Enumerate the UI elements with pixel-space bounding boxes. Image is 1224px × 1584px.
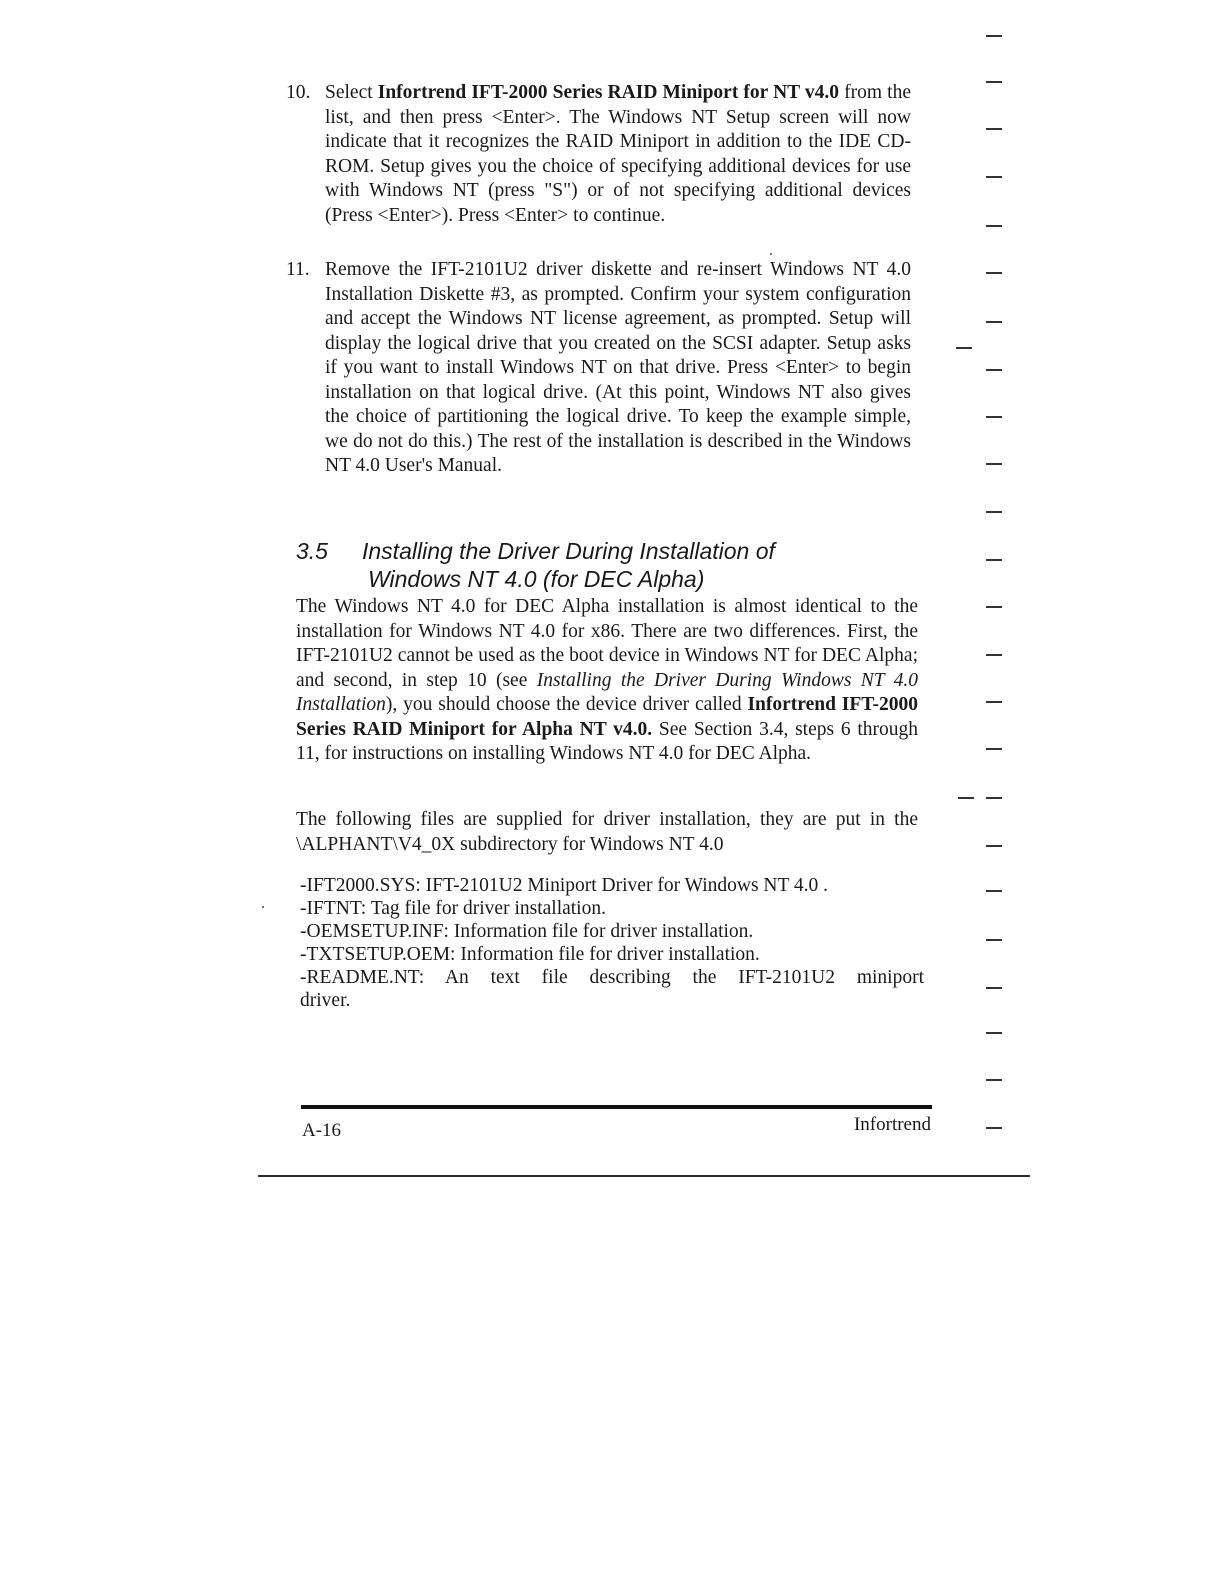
step-number: 10. — [286, 82, 311, 103]
paragraph-run: ), you should choose the device driver called — [385, 694, 748, 715]
margin-tick — [986, 272, 1002, 274]
step-text-run: from the list, and then press <Enter>. The Windows NT Setup screen will now indicate that it recognizes the RAID Miniport in addition to the IDE CD-ROM. Setup gives you the choice of specifying additional devices for use with Windows NT (press "S") or of not specifying additional devices (Press <Enter>). Press <Enter> to continue. — [325, 82, 911, 226]
margin-tick — [986, 321, 1002, 323]
paragraph-dec-alpha-intro — [296, 595, 918, 767]
scan-speck — [262, 906, 264, 908]
scan-edge-line — [258, 1175, 1030, 1177]
paragraph-italic-run: Installing the Driver During Windows NT 4.0 Installation — [296, 669, 918, 715]
margin-tick — [986, 797, 1002, 799]
step-text — [325, 258, 911, 479]
scan-speck — [770, 253, 772, 255]
paragraph-files-intro — [296, 808, 918, 857]
margin-tick — [986, 1127, 1002, 1129]
section-title-line-2: Windows NT 4.0 (for DEC Alpha) — [368, 566, 705, 592]
margin-tick — [986, 1079, 1002, 1081]
margin-tick — [986, 987, 1002, 989]
file-list-item: driver. — [300, 990, 351, 1011]
margin-tick — [986, 845, 1002, 847]
step-11 — [286, 258, 911, 479]
paragraph-run: See Section 3.4, steps 6 through 11, for instructions on installing Windows NT 4.0 for DEC Alpha. — [296, 718, 918, 764]
margin-tick — [986, 511, 1002, 513]
margin-tick — [986, 748, 1002, 750]
paragraph-run: The Windows NT 4.0 for DEC Alpha installation is almost identical to the installation for Windows NT 4.0 for x86. There are two differences. First, the IFT-2101U2 cannot be used as the boot device in Windows NT for DEC Alpha; and second, in step 10 (see — [296, 596, 918, 691]
margin-tick — [986, 35, 1002, 37]
section-number: 3.5 — [296, 538, 328, 564]
margin-tick — [986, 701, 1002, 703]
step-text-bold-run: Infortrend IFT-2000 Series RAID Miniport for NT v4.0 — [377, 82, 840, 103]
footer-rule — [301, 1105, 932, 1109]
section-title-line-1: Installing the Driver During Installation of — [362, 538, 775, 564]
file-list-item: -IFT2000.SYS: IFT-2101U2 Miniport Driver for Windows NT 4.0 . — [300, 875, 829, 896]
paragraph-bold-run: Infortrend IFT-2000 Series RAID Miniport for Alpha NT v4.0. — [296, 694, 919, 740]
margin-tick — [986, 890, 1002, 892]
margin-tick — [986, 81, 1002, 83]
margin-tick — [986, 369, 1002, 371]
margin-tick — [986, 559, 1002, 561]
margin-tick — [986, 1032, 1002, 1034]
margin-tick — [958, 797, 974, 799]
step-number: 11. — [286, 259, 310, 280]
file-list-item: -TXTSETUP.OEM: Information file for driver installation. — [300, 944, 760, 965]
margin-tick — [986, 416, 1002, 418]
file-list-item: -README.NT: An text file describing the IFT-2101U2 miniport — [300, 967, 924, 988]
step-text — [325, 81, 911, 228]
file-list-item: -OEMSETUP.INF: Information file for driver installation. — [300, 921, 754, 942]
step-10 — [286, 81, 911, 228]
margin-tick — [986, 225, 1002, 227]
file-list — [300, 874, 924, 1012]
margin-tick — [956, 347, 972, 349]
margin-tick — [986, 606, 1002, 608]
footer-brand: Infortrend — [853, 1114, 931, 1135]
page-number: A-16 — [302, 1120, 342, 1141]
margin-tick — [986, 176, 1002, 178]
section-heading — [296, 537, 896, 593]
margin-tick — [986, 128, 1002, 130]
margin-tick — [986, 463, 1002, 465]
margin-tick — [986, 654, 1002, 656]
paragraph-run: The following files are supplied for driver installation, they are put in the \ALPHANT\V4_0X subdirectory for Windows NT 4.0 — [296, 809, 918, 855]
margin-tick — [986, 939, 1002, 941]
file-list-item: -IFTNT: Tag file for driver installation. — [300, 898, 606, 919]
step-text-run: Select — [325, 82, 378, 103]
step-text-run: Remove the IFT-2101U2 driver diskette and re-insert Windows NT 4.0 Installation Diskette #3, as prompted. Confirm your system configuration and accept the Windows NT license agreement, as prompted. Setup will display the logical drive that you created on the SCSI adapter. Setup asks if you want to install Windows NT on that drive. Press <Enter> to begin installation on that logical drive. (At this point, Windows NT also gives the choice of partitioning the logical drive. To keep the example simple, we do not do this.) The rest of the installation is described in the Windows NT 4.0 User's Manual. — [325, 259, 911, 476]
